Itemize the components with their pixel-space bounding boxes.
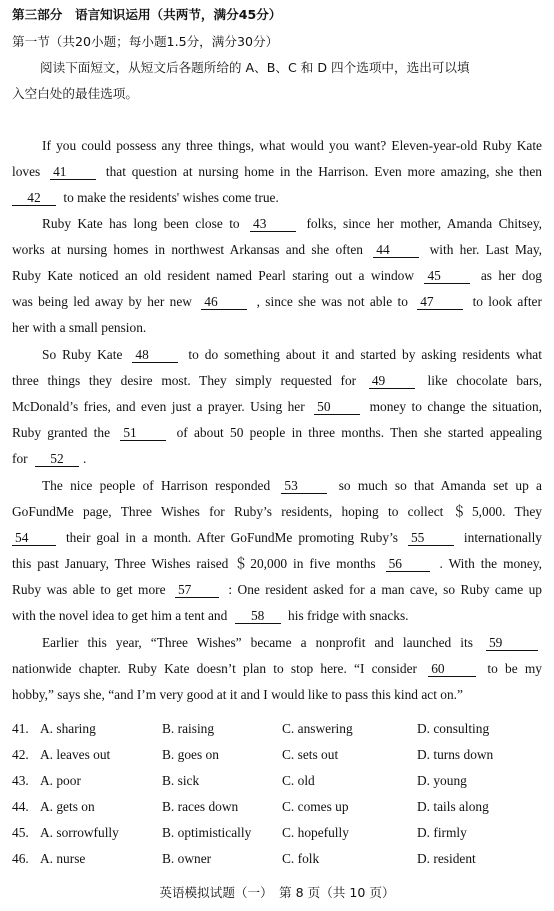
option-choice: A. nurse — [40, 851, 86, 866]
option-choice: D. tails along — [417, 799, 489, 814]
option-choice: C. comes up — [282, 799, 349, 814]
blank-57: 57 — [175, 582, 219, 598]
option-number: 44. — [12, 799, 29, 814]
option-choice: D. consulting — [417, 721, 490, 736]
passage-line: Ruby was able to get more 57 : One resident asked for a man cave, so Ruby came up — [12, 582, 542, 597]
option-number: 45. — [12, 825, 29, 840]
passage-line: Ruby Kate has long been close to 43 folks, since her mother, Amanda Chitsey, — [42, 216, 542, 231]
option-choice: B. optimistically — [162, 825, 252, 840]
passage-line: Ruby granted the 51 of about 50 people in three months. Then she started appealing — [12, 425, 542, 440]
option-choice: D. young — [417, 773, 467, 788]
blank-59: 59 — [486, 635, 538, 651]
option-number: 41. — [12, 721, 29, 736]
blank-49: 49 — [369, 373, 415, 389]
passage-line: 54 their goal in a month. After GoFundMe promoting Ruby’s 55 internationally — [12, 529, 542, 547]
option-choice: B. raising — [162, 721, 215, 736]
passage-line: Earlier this year, “Three Wishes” became a nonprofit and launched its 59 — [42, 634, 542, 652]
passage-line: 42 to make the residents' wishes come true. — [12, 189, 542, 207]
passage-line: with the novel idea to get him a tent and 58 his fridge with snacks. — [12, 608, 409, 623]
option-choice: D. turns down — [417, 747, 494, 762]
option-choice: D. resident — [417, 851, 476, 866]
section-title: 第一节（共20小题；每小题1.5分，满分30分） — [12, 34, 279, 49]
option-choice: A. leaves out — [40, 747, 111, 762]
passage-line: works at nursing homes in northwest Arkansas and she often 44 with her. Last May, — [12, 242, 542, 257]
option-choice: A. poor — [40, 773, 81, 788]
blank-48: 48 — [132, 347, 178, 363]
passage-line: McDonald’s fries, and even just a prayer. Using her 50 money to change the situation, — [12, 399, 542, 414]
option-choice: B. goes on — [162, 747, 219, 762]
instructions-line-1: 阅读下面短文，从短文后各题所给的 A、B、C 和 D 四个选项中，选出可以填 — [40, 60, 470, 75]
option-choice: C. answering — [282, 721, 353, 736]
blank-56: 56 — [386, 556, 430, 572]
blank-60: 60 — [428, 661, 476, 677]
passage-line: this past January, Three Wishes raised ＄20,000 in five months 56 . With the money, — [12, 556, 542, 571]
blank-53: 53 — [281, 478, 327, 494]
passage-line: Ruby Kate noticed an old resident named Pearl staring out a window 45 as her dog — [12, 268, 542, 283]
passage-line: nationwide chapter. Ruby Kate doesn’t plan to stop here. “I consider 60 to be my — [12, 661, 542, 676]
option-choice: D. firmly — [417, 825, 467, 840]
option-choice: C. folk — [282, 851, 320, 866]
part-title: 第三部分 语言知识运用（共两节，满分45分） — [12, 7, 282, 22]
passage-line: loves 41 that question at nursing home in the Harrison. Even more amazing, she then — [12, 164, 542, 179]
option-choice: C. sets out — [282, 747, 339, 762]
passage-line: So Ruby Kate 48 to do something about it and started by asking residents what — [42, 347, 542, 362]
blank-44: 44 — [373, 242, 419, 258]
option-number: 43. — [12, 773, 29, 788]
passage-line: three things they desire most. They simply requested for 49 like chocolate bars, — [12, 373, 542, 388]
passage-line: If you could possess any three things, what would you want? Eleven-year-old Ruby Kate — [42, 138, 542, 153]
option-choice: B. owner — [162, 851, 212, 866]
blank-41: 41 — [50, 164, 96, 180]
passage-line: was being led away by her new 46 , since she was not able to 47 to look after — [12, 294, 542, 309]
option-choice: C. hopefully — [282, 825, 349, 840]
option-choice: A. gets on — [40, 799, 95, 814]
blank-45: 45 — [424, 268, 470, 284]
passage-line: hobby,” says she, “and I’m very good at it and I would like to pass this kind act on.” — [12, 687, 463, 702]
blank-43: 43 — [250, 216, 296, 232]
blank-51: 51 — [120, 425, 166, 441]
option-number: 42. — [12, 747, 29, 762]
option-choice: A. sharing — [40, 721, 96, 736]
blank-46: 46 — [201, 294, 247, 310]
passage-line: The nice people of Harrison responded 53 so much so that Amanda set up a — [42, 478, 542, 493]
blank-52: 52 — [35, 451, 79, 467]
passage-line: her with a small pension. — [12, 320, 147, 335]
blank-55: 55 — [408, 530, 454, 546]
passage-line: GoFundMe page, Three Wishes for Ruby’s residents, hoping to collect ＄5,000. They — [12, 504, 542, 519]
instructions-line-2: 入空白处的最佳选项。 — [12, 86, 138, 101]
blank-42: 42 — [12, 190, 56, 206]
option-choice: B. races down — [162, 799, 239, 814]
option-number: 46. — [12, 851, 29, 866]
passage-line: for 52 . — [12, 451, 87, 466]
blank-50: 50 — [314, 399, 360, 415]
blank-58: 58 — [235, 608, 281, 624]
blank-47: 47 — [417, 294, 463, 310]
page-footer: 英语模拟试题（一） 第 8 页（共 10 页） — [159, 885, 395, 900]
option-choice: A. sorrowfully — [40, 825, 119, 840]
option-choice: C. old — [282, 773, 315, 788]
option-choice: B. sick — [162, 773, 200, 788]
blank-54: 54 — [12, 530, 56, 546]
